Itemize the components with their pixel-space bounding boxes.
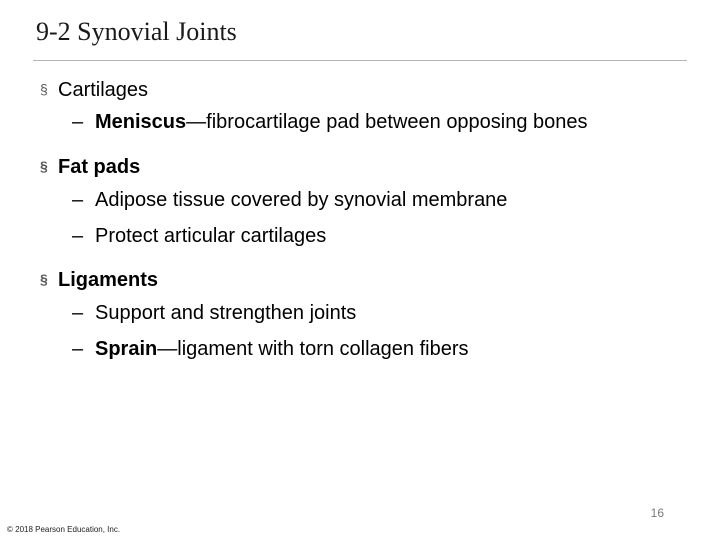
sub-bullet-sprain xyxy=(72,337,469,361)
sub-bullet-text: Adipose tissue covered by synovial membrane xyxy=(95,189,508,211)
page-number: 16 xyxy=(650,506,664,520)
term-meniscus: Meniscus xyxy=(95,111,187,133)
title-divider xyxy=(33,60,687,61)
slide-title: 9-2 Synovial Joints xyxy=(36,17,237,46)
sub-bullet-text: Protect articular cartilages xyxy=(95,225,327,247)
bullet-marker-icon: § xyxy=(40,158,48,174)
dash-marker-icon: – xyxy=(72,225,84,247)
dash-marker-icon: – xyxy=(72,338,84,360)
bullet-ligaments xyxy=(40,267,158,292)
dash-marker-icon: – xyxy=(72,302,84,324)
bullet-heading: Cartilages xyxy=(58,79,149,101)
sub-bullet-adipose xyxy=(72,188,507,212)
bullet-marker-icon: § xyxy=(40,81,48,97)
dash-marker-icon: – xyxy=(72,111,84,133)
dash-marker-icon: – xyxy=(72,189,84,211)
sub-bullet-meniscus xyxy=(72,110,588,134)
sub-bullet-text: —fibrocartilage pad between opposing bones xyxy=(186,111,588,133)
bullet-cartilages xyxy=(40,77,148,102)
bullet-heading: Fat pads xyxy=(58,156,141,178)
sub-bullet-protect xyxy=(72,224,326,248)
copyright-notice: © 2018 Pearson Education, Inc. xyxy=(7,525,121,534)
bullet-fat-pads xyxy=(40,154,140,179)
term-sprain: Sprain xyxy=(95,338,158,360)
sub-bullet-support xyxy=(72,301,356,325)
sub-bullet-text: —ligament with torn collagen fibers xyxy=(157,338,469,360)
bullet-heading: Ligaments xyxy=(58,269,159,291)
bullet-marker-icon: § xyxy=(40,271,48,287)
sub-bullet-text: Support and strengthen joints xyxy=(95,302,357,324)
